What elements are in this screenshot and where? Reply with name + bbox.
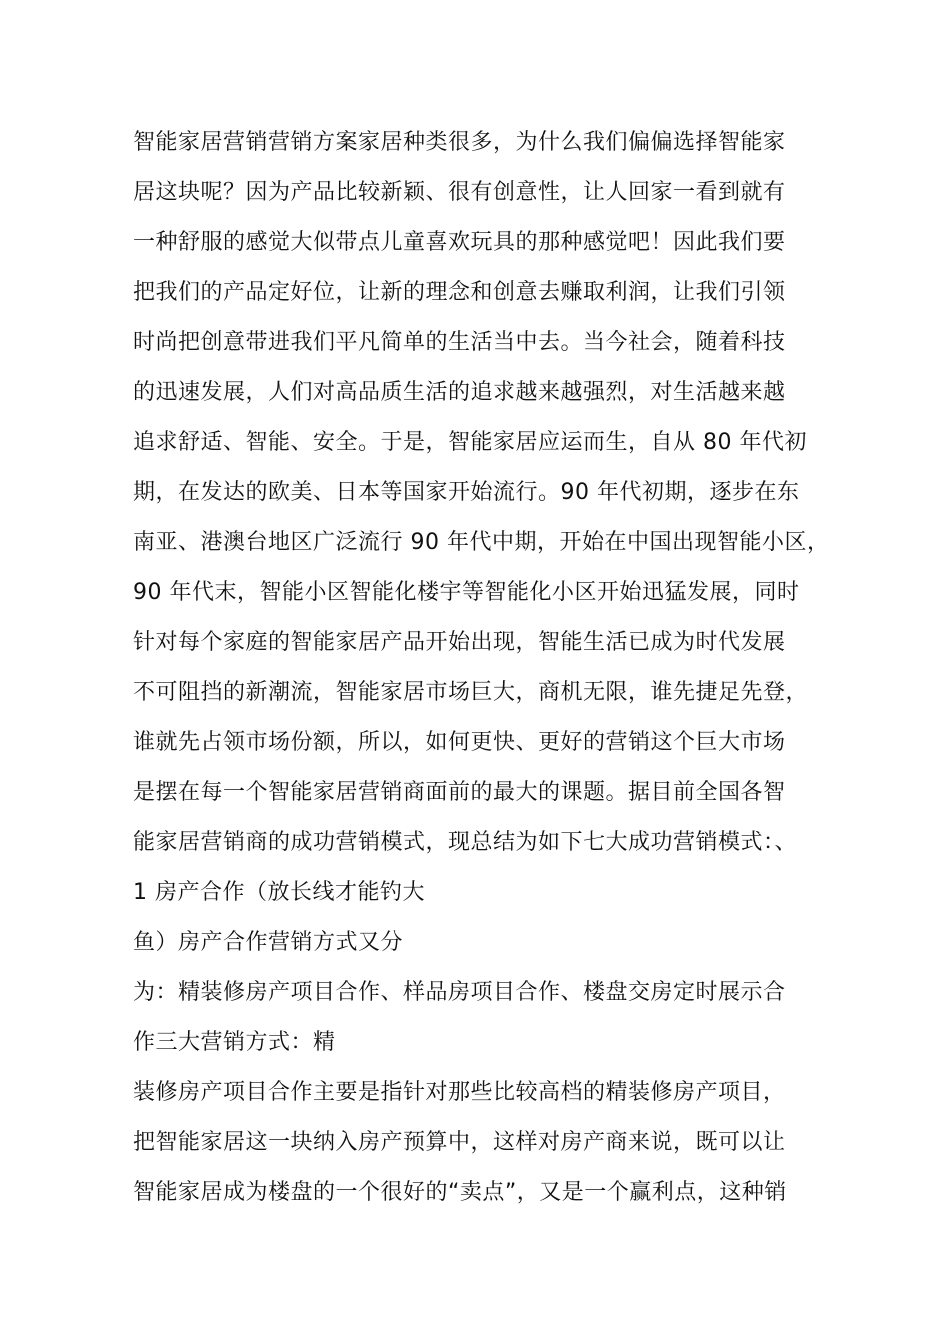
body-text <box>133 118 853 1218</box>
text-line: 不可阻挡的新潮流，智能家居市场巨大，商机无限，谁先捷足先登， <box>133 680 809 705</box>
text-line: 为：精装修房产项目合作、样品房项目合作、楼盘交房定时展示合 <box>133 980 786 1005</box>
text-line: 期，在发达的欧美、日本等国家开始流行。90 年代初期，逐步在东 <box>133 480 800 505</box>
text-line: 智能家居成为楼盘的一个很好的“卖点”，又是一个赢利点，这种销 <box>133 1180 787 1205</box>
text-line: 把我们的产品定好位，让新的理念和创意去赚取利润，让我们引领 <box>133 280 786 305</box>
text-line: 时尚把创意带进我们平凡简单的生活当中去。当今社会，随着科技 <box>133 330 786 355</box>
text-line: 南亚、港澳台地区广泛流行 90 年代中期，开始在中国出现智能小区， <box>133 530 830 555</box>
text-line: 能家居营销商的成功营销模式，现总结为如下七大成功营销模式：、 <box>133 830 798 855</box>
text-line: 鱼）房产合作营销方式又分 <box>133 930 404 955</box>
text-line: 居这块呢？因为产品比较新颖、很有创意性，让人回家一看到就有 <box>133 180 786 205</box>
text-line: 智能家居营销营销方案家居种类很多，为什么我们偏偏选择智能家 <box>133 130 786 155</box>
text-line: 谁就先占领市场份额，所以，如何更快、更好的营销这个巨大市场 <box>133 730 786 755</box>
text-line: 追求舒适、智能、安全。于是，智能家居应运而生，自从 80 年代初 <box>133 430 807 455</box>
text-line: 把智能家居这一块纳入房产预算中，这样对房产商来说，既可以让 <box>133 1130 786 1155</box>
text-line: 作三大营销方式：精 <box>133 1030 336 1055</box>
text-line: 装修房产项目合作主要是指针对那些比较高档的精装修房产项目， <box>133 1080 786 1105</box>
text-line: 1 房产合作（放长线才能钓大 <box>133 880 425 905</box>
text-line: 是摆在每一个智能家居营销商面前的最大的课题。据目前全国各智 <box>133 780 786 805</box>
text-line: 90 年代末，智能小区智能化楼宇等智能化小区开始迅猛发展，同时 <box>133 580 800 605</box>
text-line: 的迅速发展，人们对高品质生活的追求越来越强烈，对生活越来越 <box>133 380 786 405</box>
text-line: 一种舒服的感觉大似带点儿童喜欢玩具的那种感觉吧！因此我们要 <box>133 230 786 255</box>
text-line: 针对每个家庭的智能家居产品开始出现，智能生活已成为时代发展 <box>133 630 786 655</box>
